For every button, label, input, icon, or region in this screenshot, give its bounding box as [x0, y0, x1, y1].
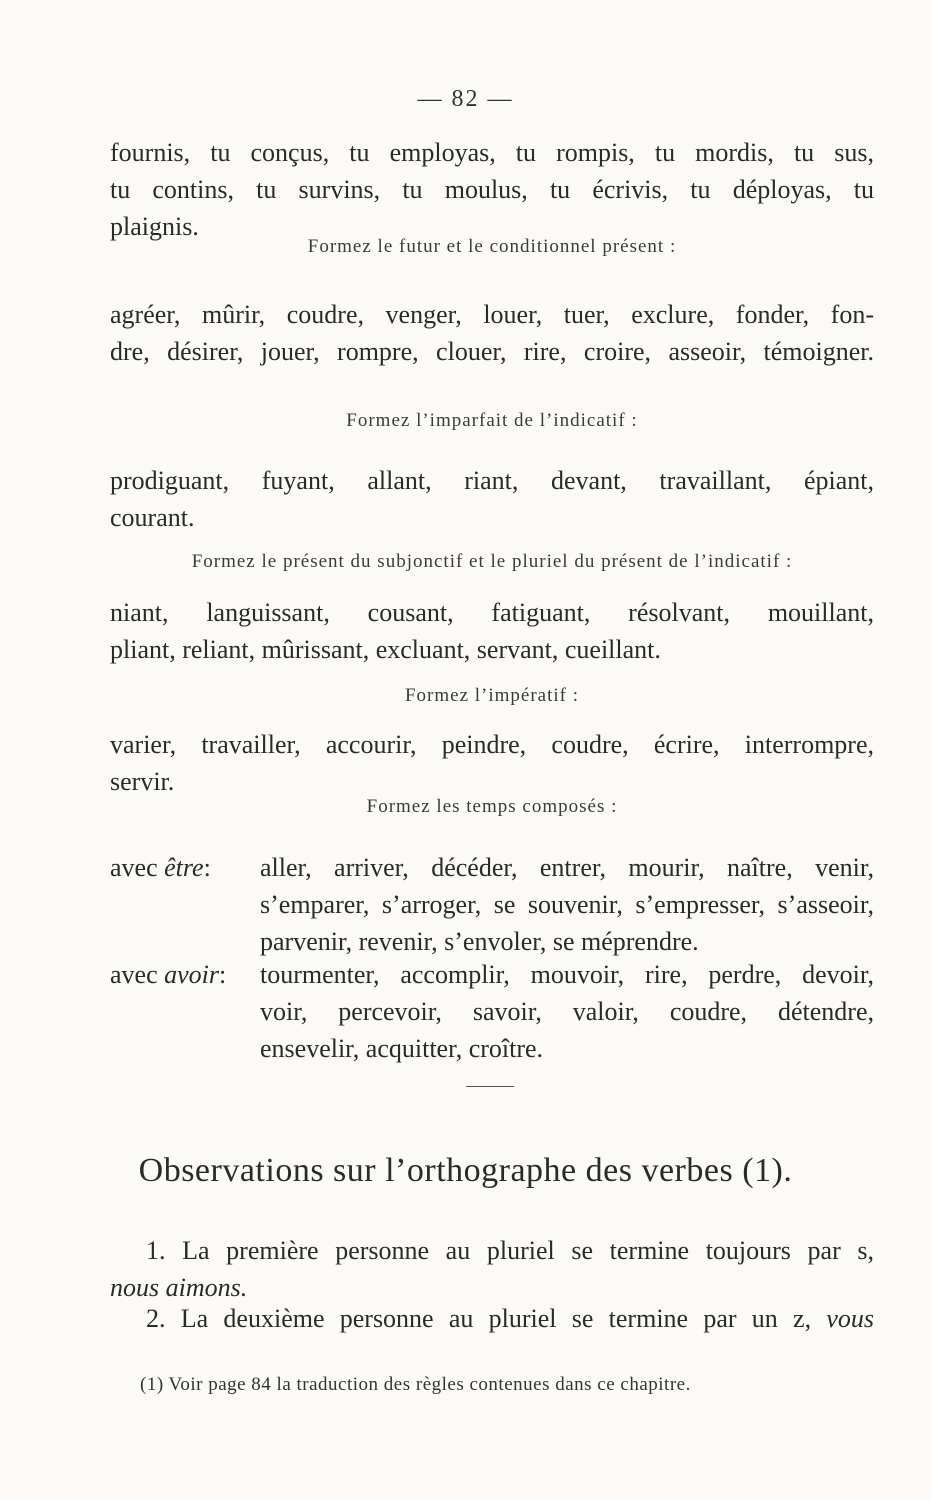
heading-imparfait: Formez l’imparfait de l’indicatif : — [346, 410, 638, 431]
text-line: fournis, tu conçus, tu employas, tu rompis, tu mordis, tu sus, — [110, 138, 874, 167]
futur-block — [110, 296, 874, 370]
text-line: plaignis. — [110, 212, 199, 241]
text-line: voir, percevoir, savoir, valoir, coudre, détendre, — [260, 997, 874, 1026]
etre-label: avec être: — [110, 853, 211, 882]
heading-subjonctif: Formez le présent du subjonctif et le pluriel du présent de l’indicatif : — [191, 551, 793, 572]
heading-futur: Formez le futur et le conditionnel présent : — [307, 236, 677, 257]
heading-imperatif: Formez l’impératif : — [404, 685, 580, 706]
imparfait-block — [110, 462, 874, 536]
page-number: — 82 — — [417, 86, 514, 112]
heading-composes: Formez les temps composés : — [366, 796, 618, 817]
text-line: aller, arriver, décéder, entrer, mourir, naître, venir, — [260, 853, 874, 882]
text-line: tu contins, tu survins, tu moulus, tu écrivis, tu déployas, tu — [110, 175, 874, 204]
text-line: 2. La deuxième personne au pluriel se termine par un z, vous — [146, 1304, 875, 1333]
text-line: niant, languissant, cousant, fatiguant, résolvant, mouillant, — [110, 598, 874, 627]
text-line: ensevelir, acquitter, croître. — [260, 1034, 544, 1063]
footnote: (1) Voir page 84 la traduction des règles contenues dans ce chapitre. — [140, 1374, 691, 1395]
imperatif-block — [110, 726, 874, 800]
observation-item-2 — [110, 1300, 874, 1337]
text-line: nous aimons. — [110, 1273, 248, 1302]
text-line: prodiguant, fuyant, allant, riant, devant, travaillant, épiant, — [110, 466, 874, 495]
text-line: dre, désirer, jouer, rompre, clouer, rire, croire, asseoir, témoigner. — [110, 337, 874, 366]
passe-simple-block — [110, 134, 874, 245]
text-line: pliant, reliant, mûrissant, excluant, servant, cueillant. — [110, 635, 661, 664]
text-line: agréer, mûrir, coudre, venger, louer, tuer, exclure, fonder, fon- — [110, 300, 874, 329]
observation-item-1 — [110, 1232, 874, 1306]
section-divider — [466, 1086, 514, 1087]
text-line: tourmenter, accomplir, mouvoir, rire, perdre, devoir, — [260, 960, 874, 989]
text-line: s’emparer, s’arroger, se souvenir, s’empresser, s’asseoir, — [260, 890, 874, 919]
subjonctif-block — [110, 594, 874, 668]
text-line: courant. — [110, 503, 195, 532]
text-line: 1. La première personne au pluriel se termine toujours par s, — [146, 1236, 874, 1265]
observations-title: Observations sur l’orthographe des verbes (1). — [138, 1152, 793, 1189]
text-line: parvenir, revenir, s’envoler, se méprendre. — [260, 927, 699, 956]
text-line: varier, travailler, accourir, peindre, coudre, écrire, interrompre, — [110, 730, 874, 759]
avoir-label: avec avoir: — [110, 960, 227, 989]
text-line: servir. — [110, 767, 175, 796]
